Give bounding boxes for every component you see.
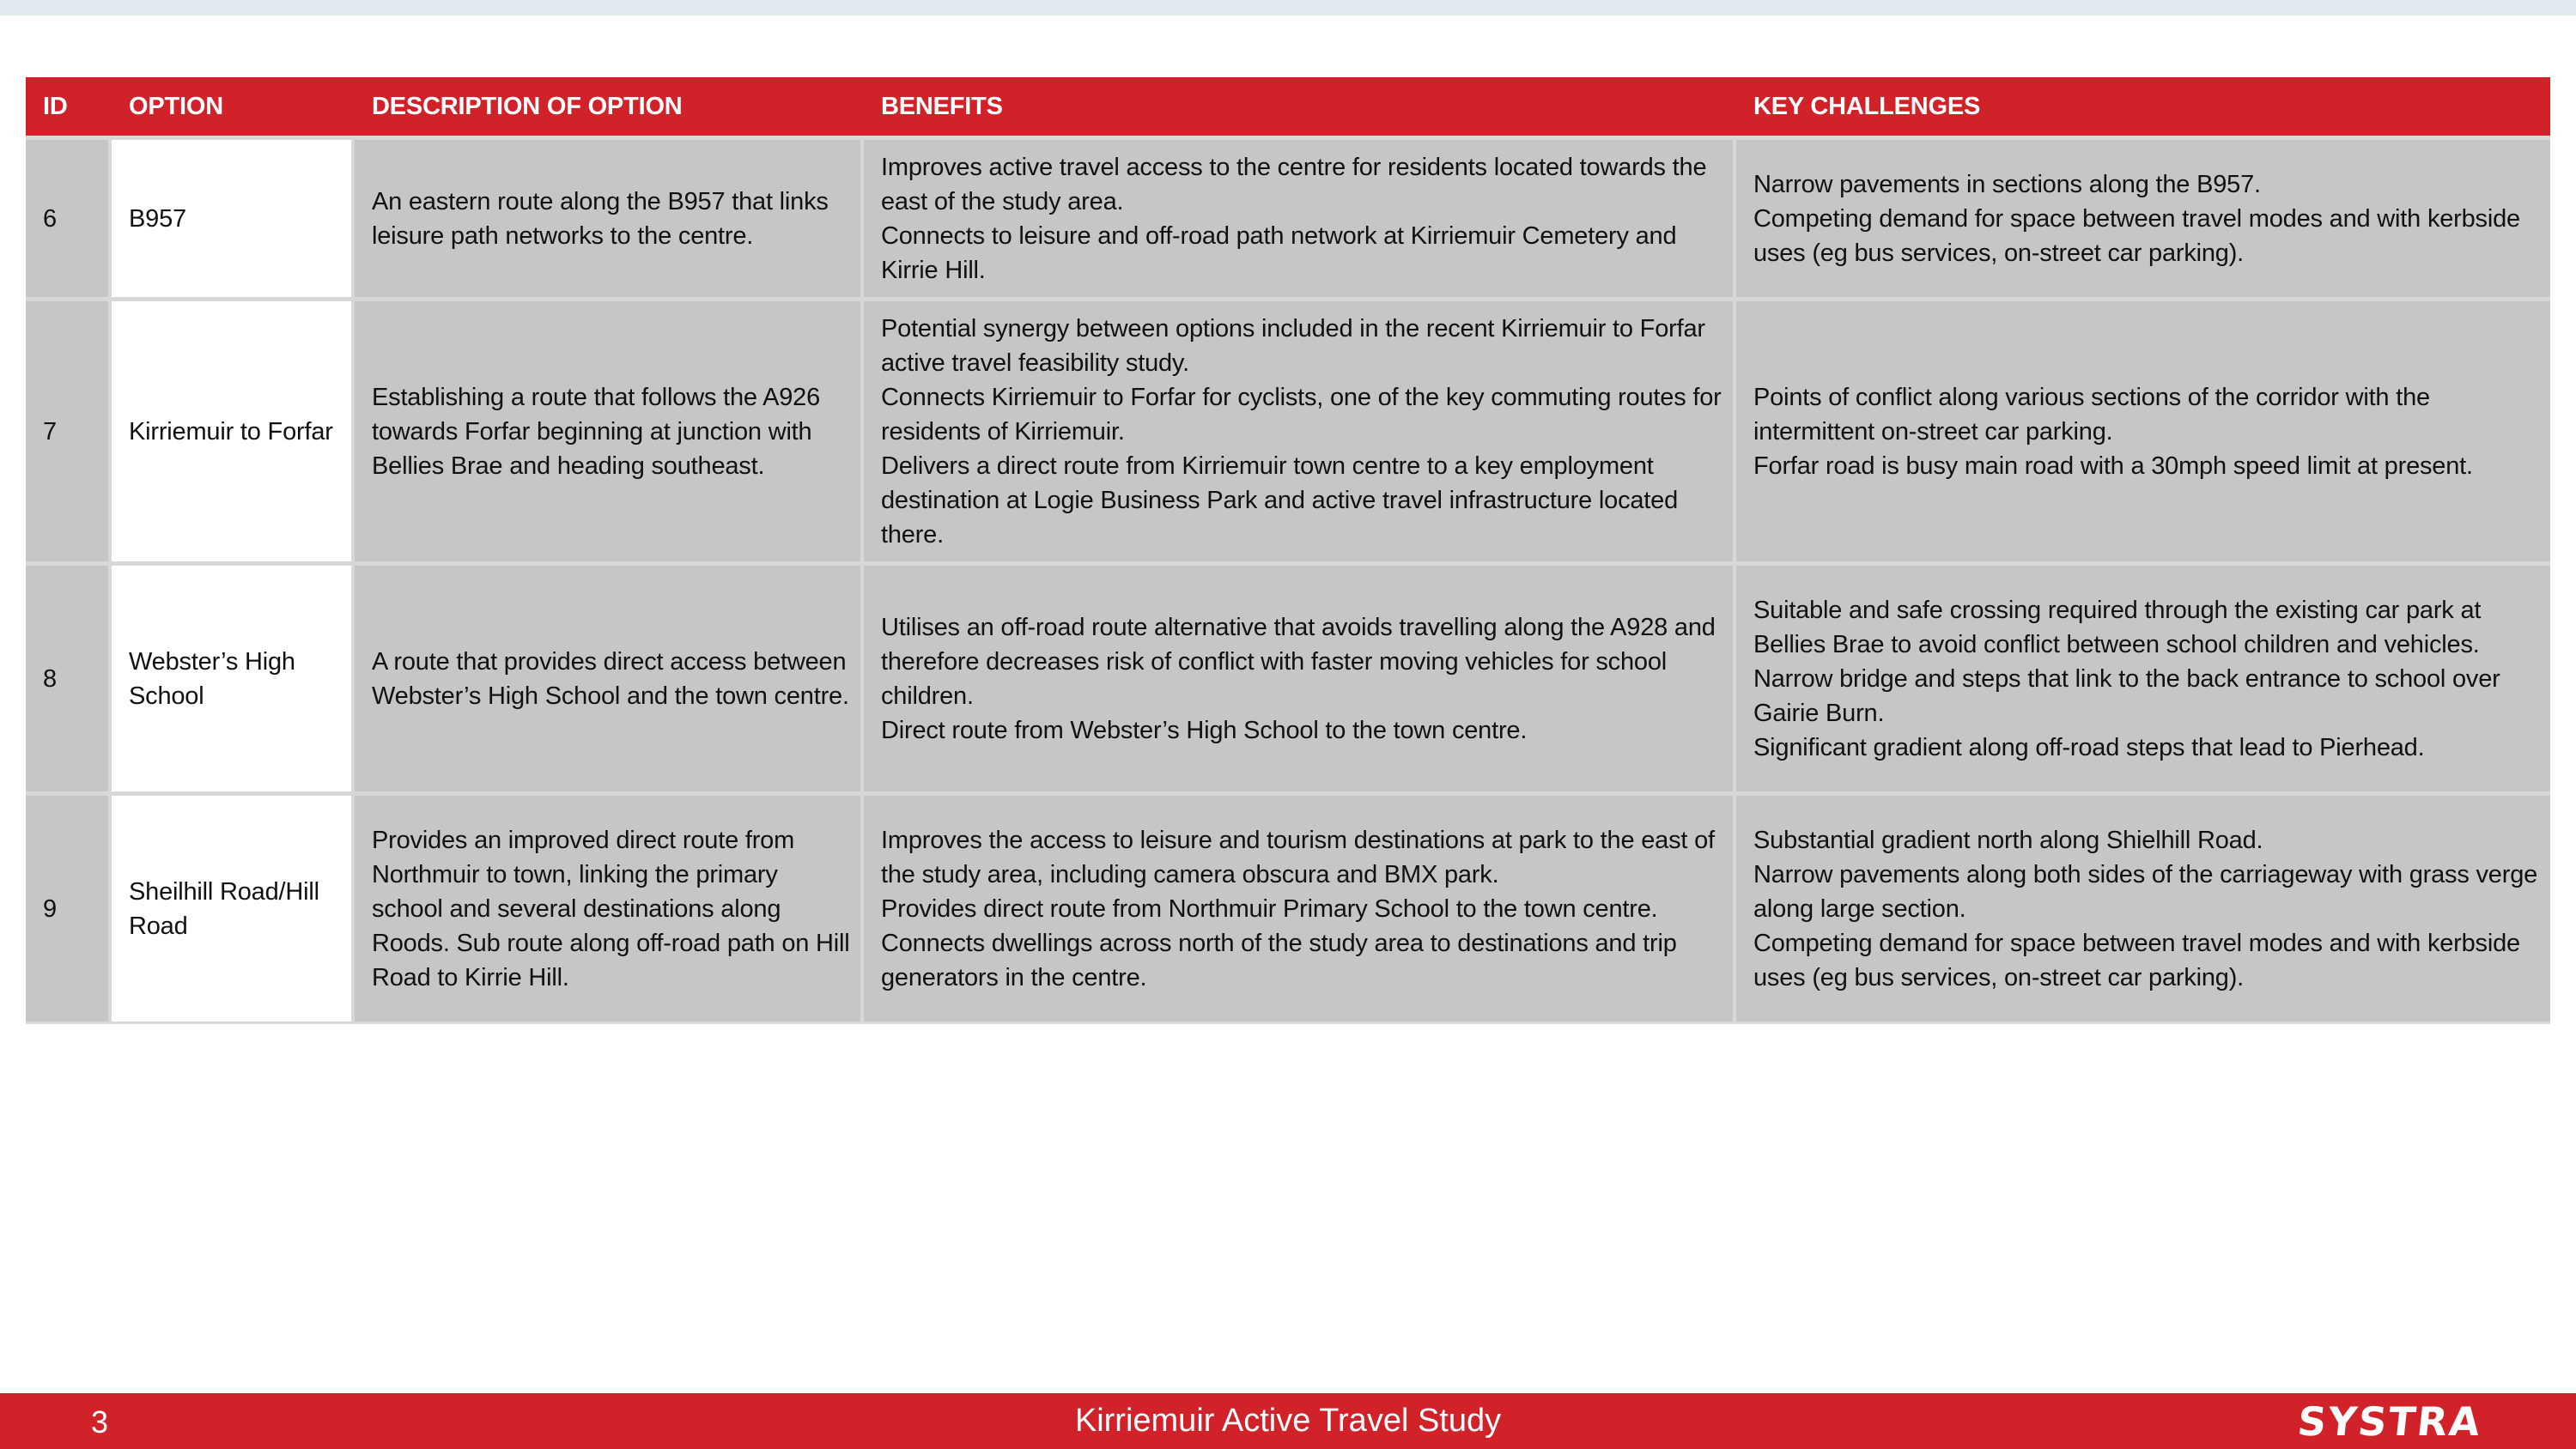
options-table [26, 77, 2550, 1024]
cell-description: Provides an improved direct route from Northmuir to town, linking the primary school and several destinations along Roods. Sub route along off-road path on Hill Road to Kirrie Hill. [355, 791, 864, 1024]
benefit-line: Connects Kirriemuir to Forfar for cyclists, one of the key commuting routes for residents of Kirriemuir. [881, 383, 1722, 446]
cell-key-challenges [1736, 136, 2550, 297]
table-row [26, 297, 2550, 561]
challenge-line: Narrow pavements in sections along the B957. [1753, 170, 2261, 198]
header-description: DESCRIPTION OF OPTION [355, 77, 864, 136]
benefit-line: Improves active travel access to the centre for residents located towards the east of the study area. [881, 153, 1707, 215]
cell-benefits [864, 136, 1736, 297]
benefit-line: Potential synergy between options included in the recent Kirriemuir to Forfar active travel feasibility study. [881, 314, 1705, 377]
benefit-line: Utilises an off-road route alternative that avoids travelling along the A928 and therefore decreases risk of conflict with faster moving vehicles for school children. [881, 613, 1716, 710]
page-number: 3 [91, 1404, 109, 1440]
cell-benefits [864, 561, 1736, 791]
header-option: OPTION [112, 77, 355, 136]
options-table-container [26, 77, 2550, 1024]
cell-id: 8 [26, 561, 112, 791]
benefit-line: Provides direct route from Northmuir Primary School to the town centre. [881, 894, 1658, 923]
header-id: ID [26, 77, 112, 136]
challenge-line: Suitable and safe crossing required through the existing car park at Bellies Brae to avoid conflict between school children and vehicles. [1753, 596, 2482, 658]
benefit-line: Direct route from Webster’s High School to the town centre. [881, 716, 1528, 744]
cell-option: Sheilhill Road/Hill Road [112, 791, 355, 1024]
header-benefits: BENEFITS [864, 77, 1736, 136]
footer-title: Kirriemuir Active Travel Study [1074, 1403, 1502, 1439]
cell-id: 6 [26, 136, 112, 297]
top-strip [0, 0, 2576, 15]
challenge-line: Narrow bridge and steps that link to the back entrance to school over Gairie Burn. [1753, 664, 2500, 727]
cell-description: Establishing a route that follows the A926 towards Forfar beginning at junction with Bellies Brae and heading southeast. [355, 297, 864, 561]
cell-benefits [864, 297, 1736, 561]
challenge-line: Points of conflict along various sections of the corridor with the intermittent on-street car parking. [1753, 383, 2430, 446]
table-header-row [26, 77, 2550, 136]
header-key-challenges: KEY CHALLENGES [1736, 77, 2550, 136]
table-row [26, 561, 2550, 791]
challenge-line: Competing demand for space between travel modes and with kerbside uses (eg bus services, on-street car parking). [1753, 204, 2520, 267]
cell-key-challenges [1736, 297, 2550, 561]
footer-bar [0, 1393, 2576, 1449]
challenge-line: Significant gradient along off-road steps that lead to Pierhead. [1753, 733, 2425, 761]
challenge-line: Forfar road is busy main road with a 30mph speed limit at present. [1753, 452, 2473, 480]
challenge-line: Narrow pavements along both sides of the carriageway with grass verge along large section. [1753, 860, 2538, 923]
systra-logo: SYSTRA [2295, 1398, 2484, 1445]
cell-benefits [864, 791, 1736, 1024]
table-row [26, 136, 2550, 297]
cell-option: Kirriemuir to Forfar [112, 297, 355, 561]
benefit-line: Connects dwellings across north of the study area to destinations and trip generators in the centre. [881, 929, 1677, 991]
benefit-line: Delivers a direct route from Kirriemuir town centre to a key employment destination at Logie Business Park and active travel infrastructure located there. [881, 452, 1679, 549]
benefit-line: Connects to leisure and off-road path network at Kirriemuir Cemetery and Kirrie Hill. [881, 221, 1677, 284]
cell-id: 9 [26, 791, 112, 1024]
benefit-line: Improves the access to leisure and tourism destinations at park to the east of the study area, including camera obscura and BMX park. [881, 826, 1715, 888]
cell-key-challenges [1736, 561, 2550, 791]
table-row [26, 791, 2550, 1024]
cell-description: A route that provides direct access between Webster’s High School and the town centre. [355, 561, 864, 791]
cell-id: 7 [26, 297, 112, 561]
challenge-line: Competing demand for space between travel modes and with kerbside uses (eg bus services, on-street car parking). [1753, 929, 2520, 991]
challenge-line: Substantial gradient north along Shielhill Road. [1753, 826, 2263, 854]
cell-description: An eastern route along the B957 that links leisure path networks to the centre. [355, 136, 864, 297]
cell-option: Webster’s High School [112, 561, 355, 791]
cell-key-challenges [1736, 791, 2550, 1024]
cell-option: B957 [112, 136, 355, 297]
